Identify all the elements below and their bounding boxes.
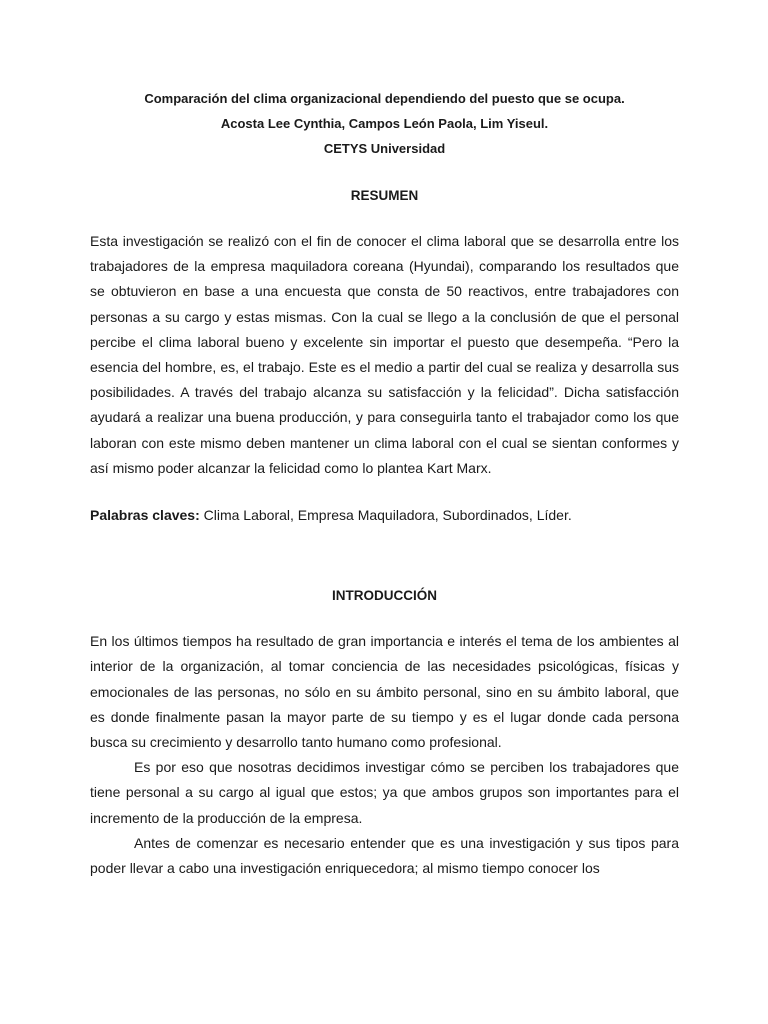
- introduction-heading: INTRODUCCIÓN: [332, 588, 437, 604]
- keywords-line: [90, 503, 679, 528]
- abstract-heading: RESUMEN: [350, 188, 419, 203]
- paper-title: Comparación del clima organizacional dependiendo del puesto que se ocupa.: [144, 91, 625, 106]
- paper-authors: Acosta Lee Cynthia, Campos León Paola, Lim Yiseul.: [220, 116, 549, 131]
- introduction-paragraph-1: En los últimos tiempos ha resultado de gran importancia e interés el tema de los ambientes al interior de la organización, al tomar conciencia de las necesidades psicológicas, físicas y emocionales de las personas, no sólo en su ámbito personal, sino en su ámbito laboral, que es donde finalmente pasan la mayor parte de su tiempo y es el lugar donde cada persona busca su crecimiento y desarrollo tanto humano como profesional.: [90, 633, 679, 751]
- paper-content: [90, 86, 679, 881]
- keywords-text: Clima Laboral, Empresa Maquiladora, Subordinados, Líder.: [199, 507, 572, 524]
- introduction-paragraph-2: Es por eso que nosotras decidimos investigar cómo se perciben los trabajadores que tiene personal a su cargo al igual que estos; ya que ambos grupos son importantes para el incremento de la producción de la empresa.: [90, 759, 679, 826]
- introduction-paragraph-3: Antes de comenzar es necesario entender que es una investigación y sus tipos para poder llevar a cabo una investigación enriquecedora; al mismo tiempo conocer los: [90, 834, 679, 877]
- keywords-label: Palabras claves:: [90, 507, 200, 524]
- abstract-body: Esta investigación se realizó con el fin de conocer el clima laboral que se desarrolla entre los trabajadores de la empresa maquiladora coreana (Hyundai), comparando los resultados que se obtuvieron en base a una encuesta que consta de 50 reactivos, entre trabajadores con personas a su cargo y estas mismas. Con la cual se llego a la conclusión de que el personal percibe el clima laboral bueno y excelente sin importar el puesto que desempeña. “Pero la esencia del hombre, es, el trabajo. Este es el medio a partir del cual se realiza y desarrolla sus posibilidades. A través del trabajo alcanza su satisfacción y la felicidad”. Dicha satisfacción ayudará a realizar una buena producción, y para conseguirla tanto el trabajador como los que laboran con este mismo deben mantener un clima laboral con el cual se sientan conformes y así mismo poder alcanzar la felicidad como lo plantea Kart Marx.: [90, 233, 679, 476]
- paper-institution: CETYS Universidad: [323, 141, 446, 156]
